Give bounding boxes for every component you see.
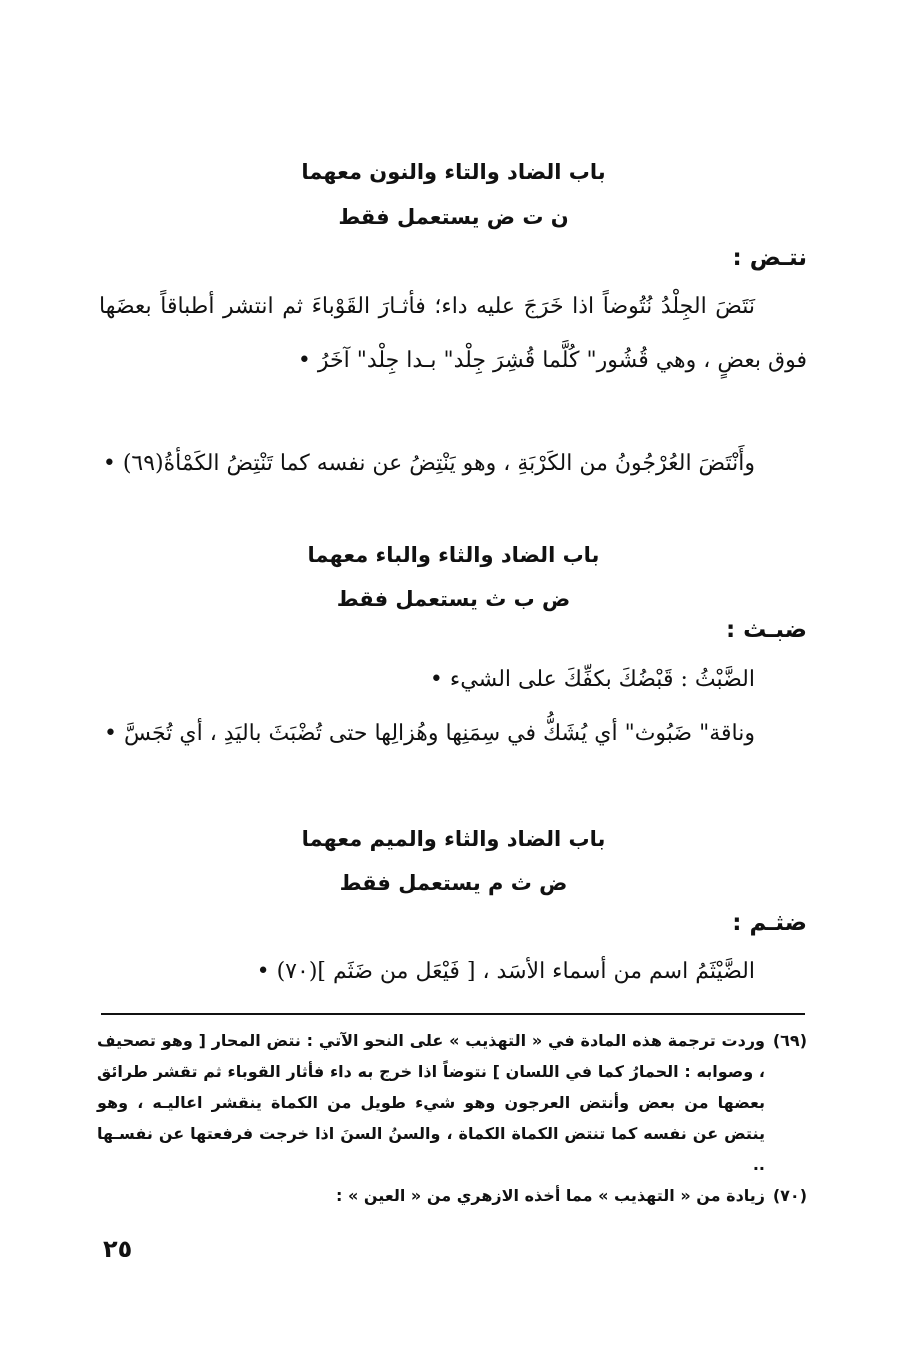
footnote-number: (٦٩) xyxy=(772,1031,807,1050)
section-subtitle: ض ب ث يستعمل فقط xyxy=(336,587,571,611)
footnote xyxy=(97,1180,807,1211)
paragraph: الضَّبْثُ : قَبْضُكَ بكفِّكَ على الشيء • xyxy=(429,667,755,692)
section-subtitle: ض ث م يستعمل فقط xyxy=(339,871,568,895)
entry-heading: ضبـث : xyxy=(725,617,807,643)
section-title: باب الضاد والثاء والميم معهما xyxy=(301,827,606,851)
paragraph: الضَّيْثَمُ اسم من أسماء الأسَد ، [ فَيْعَل من ضَثَم ](٧٠) • xyxy=(256,959,755,984)
footnote-number: (٧٠) xyxy=(772,1186,807,1205)
page-number: ٢٥ xyxy=(103,1235,133,1263)
footnote-rule xyxy=(101,1013,805,1015)
entry-heading: نتـض : xyxy=(732,245,807,271)
section-subtitle: ن ت ض يستعمل فقط xyxy=(338,205,569,229)
section-title: باب الضاد والتاء والنون معهما xyxy=(301,160,606,184)
paragraph: نَتَضَ الجِلْدُ نُتُوضاً اذا خَرَجَ عليه داء؛ فأثـارَ القَوْباءَ ثم انتشر أطباقاً بعضَها فوق بعضٍ ، وهي قُشُور" كُلَّما قُشِرَ جِلْد" بـدا جِلْد" آخَرُ • xyxy=(99,294,807,373)
entry-heading: ضثـم : xyxy=(732,910,807,936)
section-title: باب الضاد والثاء والباء معهما xyxy=(307,543,600,567)
footnotes xyxy=(97,1025,807,1211)
footnote-text: زيادة من « التهذيب » مما أخذه الازهري من « العين » : xyxy=(336,1186,765,1205)
paragraph: وناقة" ضَبُوث" أي يُشَكُّ في سِمَنِها وهُزالِها حتى تُضْبَثَ باليَدِ ، أي تُجَسَّ • xyxy=(104,721,755,746)
footnote-text: وردت ترجمة هذه المادة في « التهذيب » على النحو الآتي : نتض المحار [ وهو تصحيف ، وصوابه : الحمارُ كما في اللسان ] نتوضاً اذا خرج به داء فأثار القوباء ثم تقشر طرائق بعضها من بعض وأنتض العرجون وهو شيء طويل من الكماة ينقشر اعاليـه ، وهو ينتض عن نفسه كما تنتض الكماة الكماة ، والسنُ السنَ اذا خرجت فرفعتها عن نفسـها .. xyxy=(97,1031,765,1174)
paragraph: وأَنْتَضَ العُرْجُونُ من الكَرْبَةِ ، وهو يَنْتِضُ عن نفسه كما تَنْتِضُ الكَمْأةُ(٦٩) • xyxy=(102,451,755,476)
footnote xyxy=(97,1025,807,1180)
